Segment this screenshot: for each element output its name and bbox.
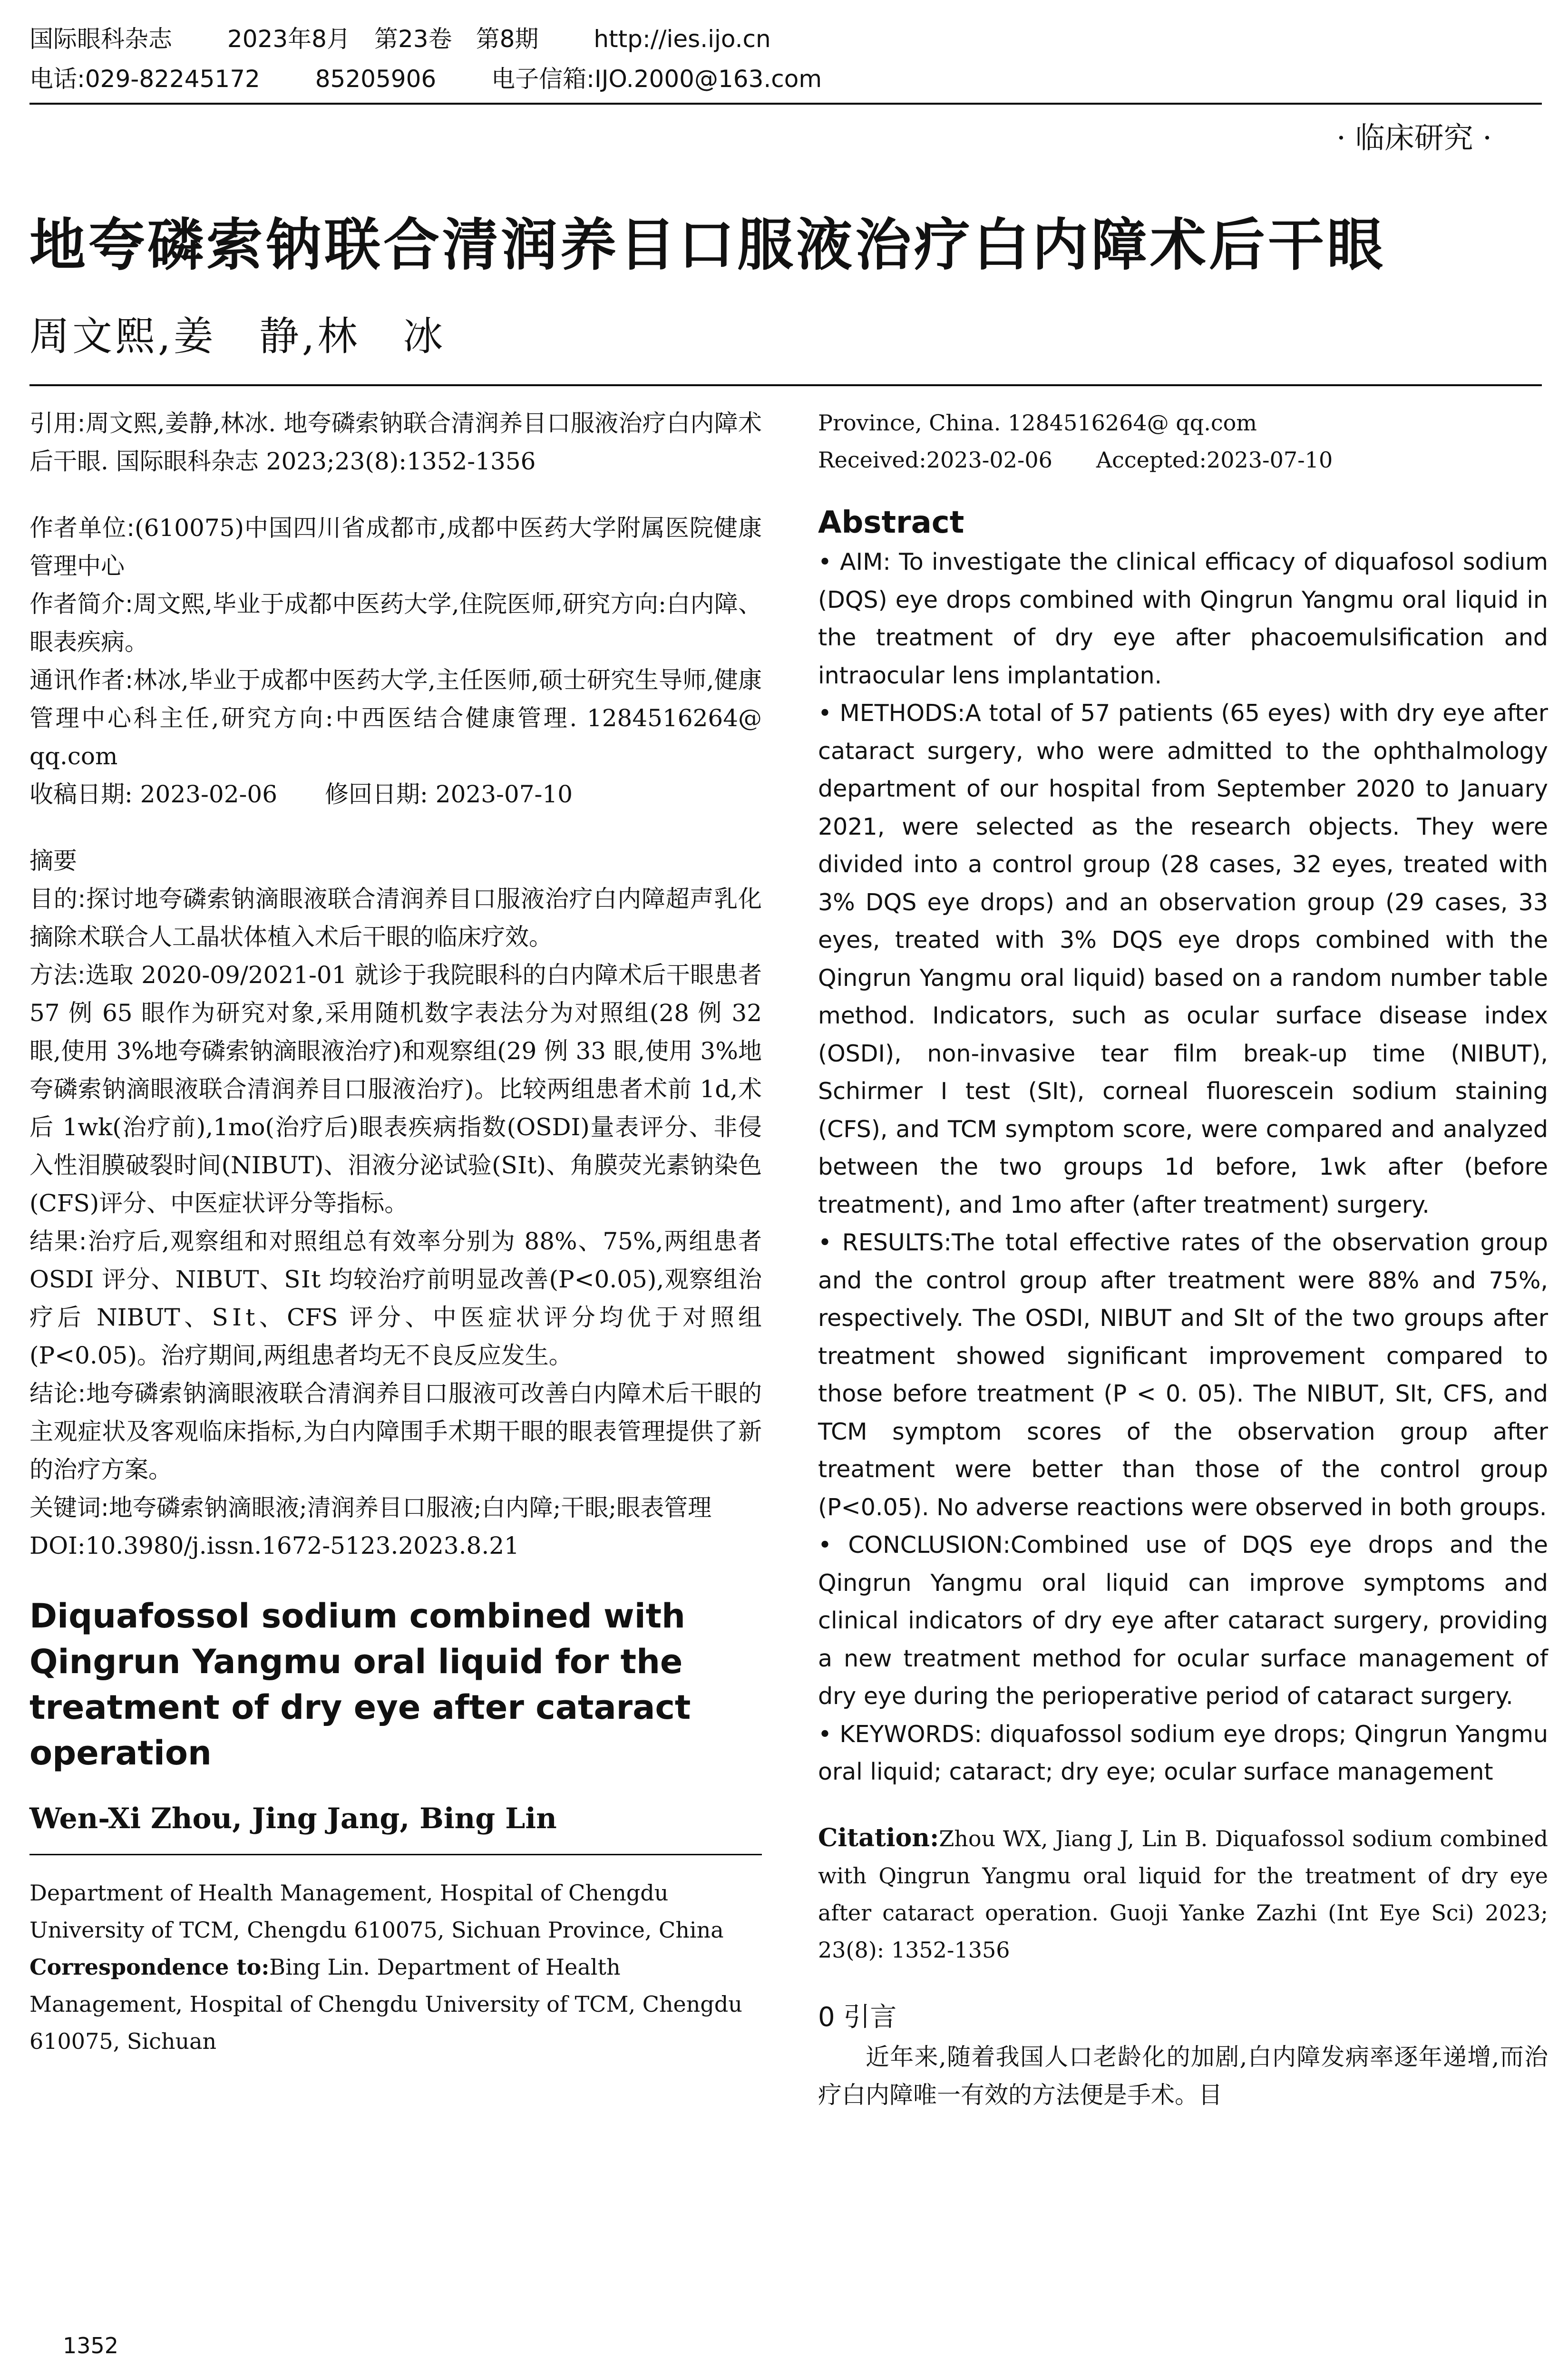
keywords-cn: 关键词:地夸磷索钠滴眼液;清润养目口服液;白内障;干眼;眼表管理: [29, 1494, 712, 1521]
aim-en: • AIM: To investigate the clinical efficacy of diquafosol sodium (DQS) eye drops combined with Qingrun Yangmu oral liquid in the treatment of dry eye after phacoemulsification and intraocular lens implantation.: [818, 548, 1548, 689]
abstract-heading-cn: 摘要: [29, 847, 77, 875]
dates-cn: 收稿日期: 2023-02-06 修回日期: 2023-07-10: [29, 780, 573, 808]
english-authors: Wen-Xi Zhou, Jing Jang, Bing Lin: [29, 1802, 557, 1835]
authors-cn: 周文熙,姜 静,林 冰: [29, 313, 446, 360]
right-column: [818, 404, 1548, 2114]
english-affiliation: Department of Health Management, Hospital of Chengdu University of TCM, Chengdu 610075, Sichuan Province, China: [29, 1880, 724, 1943]
doi: DOI:10.3980/j.issn.1672-5123.2023.8.21: [29, 1532, 519, 1559]
bio-cn: 作者简介:周文熙,毕业于成都中医药大学,住院医师,研究方向:白内障、眼表疾病。: [29, 590, 762, 656]
section-label: · 临床研究 ·: [1336, 120, 1492, 155]
affiliation-cn: 作者单位:(610075)中国四川省成都市,成都中医药大学附属医院健康管理中心: [29, 514, 762, 580]
left-column: [29, 404, 762, 2060]
intro-heading: 0 引言: [818, 2001, 897, 2033]
methods-en: • METHODS:A total of 57 patients (65 eyes) with dry eye after cataract surgery, who were admitted to the ophthalmology department of our hospital from September 2020 to January 2021, were selected as the research objects. They were divided into a control group (28 cases, 32 eyes, treated with 3% DQS eye drops) and an observation group (29 cases, 33 eyes, treated with 3% DQS eye drops combined with the Qingrun Yangmu oral liquid) based on a random number table method. Indicators, such as ocular surface disease index (OSDI), non-invasive tear film break-up time (NIBUT), Schirmer I test (SIt), corneal fluorescein sodium staining (CFS), and TCM symptom score, were compared and analyzed between the two groups 1d before, 1wk after (before treatment), and 1mo after (after treatment) surgery.: [818, 700, 1548, 1218]
journal-header: [29, 19, 1542, 99]
correspondence-cn: 通讯作者:林冰,毕业于成都中医药大学,主任医师,硕士研究生导师,健康管理中心科主任,研究方向:中西医结合健康管理. 1284516264@ qq.com: [29, 666, 762, 770]
article-title: 地夸磷索钠联合清润养目口服液治疗白内障术后干眼: [29, 212, 1386, 278]
received-accepted: Received:2023-02-06 Accepted:2023-07-10: [818, 447, 1333, 473]
journal-name: 国际眼科杂志: [29, 25, 172, 53]
methods-cn: 方法:选取 2020-09/2021-01 就诊于我院眼科的白内障术后干眼患者 57 例 65 眼作为研究对象,采用随机数字表法分为对照组(28 例 32 眼,使用 3%地夸磷索钠滴眼液治疗)和观察组(29 例 33 眼,使用 3%地夸磷索钠滴眼液联合清润养目口服液治疗)。比较两组患者术前 1d,术后 1wk(治疗前),1mo(治疗后)眼表疾病指数(OSDI)量表评分、非侵入性泪膜破裂时间(NIBUT)、泪液分泌试验(SⅠt)、角膜荧光素钠染色(CFS)评分、中医症状评分等指标。: [29, 961, 762, 1217]
english-title: Diquafossol sodium combined with Qingrun Yangmu oral liquid for the treatment of dry eye after cataract operation: [29, 1597, 691, 1773]
citation-en: Citation:Zhou WX, Jiang J, Lin B. Diquafossol sodium combined with Qingrun Yangmu oral liquid for the treatment of dry eye after cataract operation. Guoji Yanke Zazhi (Int Eye Sci) 2023; 23(8): 1352-1356: [818, 1823, 1548, 1963]
abstract-heading-en: Abstract: [818, 505, 964, 540]
citation-cn: 引用:周文熙,姜静,林冰. 地夸磷索钠联合清润养目口服液治疗白内障术后干眼. 国际眼科杂志 2023;23(8):1352-1356: [29, 409, 762, 475]
title-rule: [29, 384, 1542, 386]
keywords-en: • KEYWORDS: diquafossol sodium eye drops; Qingrun Yangmu oral liquid; cataract; dry eye; ocular surface management: [818, 1720, 1549, 1785]
journal-url[interactable]: http://ies.ijo.cn: [594, 25, 771, 53]
authors-rule: [29, 1854, 762, 1855]
conclusion-cn: 结论:地夸磷索钠滴眼液联合清润养目口服液可改善白内障术后干眼的主观症状及客观临床指标,为白内障围手术期干眼的眼表管理提供了新的治疗方案。: [29, 1380, 762, 1483]
intro-paragraph: 近年来,随着我国人口老龄化的加剧,白内障发病率逐年递增,而治疗白内障唯一有效的方法便是手术。目: [818, 2043, 1548, 2109]
phone: 电话:029-82245172: [29, 65, 260, 93]
header-rule: [29, 103, 1542, 105]
aim-cn: 目的:探讨地夸磷索钠滴眼液联合清润养目口服液治疗白内障超声乳化摘除术联合人工晶状体植入术后干眼的临床疗效。: [29, 885, 762, 951]
results-cn: 结果:治疗后,观察组和对照组总有效率分别为 88%、75%,两组患者 OSDI 评分、NIBUT、SⅠt 均较治疗前明显改善(P<0.05),观察组治疗后 NIBUT、SⅠt、CFS 评分、中医症状评分均优于对照组(P<0.05)。治疗期间,两组患者均无不良反应发生。: [29, 1227, 762, 1369]
correspondence-continued: Province, China. 1284516264@ qq.com: [818, 410, 1257, 436]
conclusion-en: • CONCLUSION:Combined use of DQS eye drops and the Qingrun Yangmu oral liquid can improve symptoms and clinical indicators of dry eye after cataract surgery, providing a new treatment method for ocular surface management of dry eye during the perioperative period of cataract surgery.: [818, 1531, 1548, 1710]
results-en: • RESULTS:The total effective rates of the observation group and the control group after treatment were 88% and 75%, respectively. The OSDI, NIBUT and SIt of the two groups after treatment showed significant improvement compared to those before treatment (P < 0. 05). The NIBUT, SIt, CFS, and TCM symptom scores of the observation group after treatment were better than those of the control group (P<0.05). No adverse reactions were observed in both groups.: [818, 1229, 1548, 1521]
email[interactable]: 电子信箱:IJO.2000@163.com: [491, 65, 822, 93]
phone-2: 85205906: [315, 65, 437, 93]
issue-info: 2023年8月 第23卷 第8期: [227, 25, 539, 53]
english-correspondence: Correspondence to:Bing Lin. Department of Health Management, Hospital of Chengdu University of TCM, Chengdu 610075, Sichuan: [29, 1954, 742, 2054]
page-number: 1352: [63, 2333, 119, 2358]
